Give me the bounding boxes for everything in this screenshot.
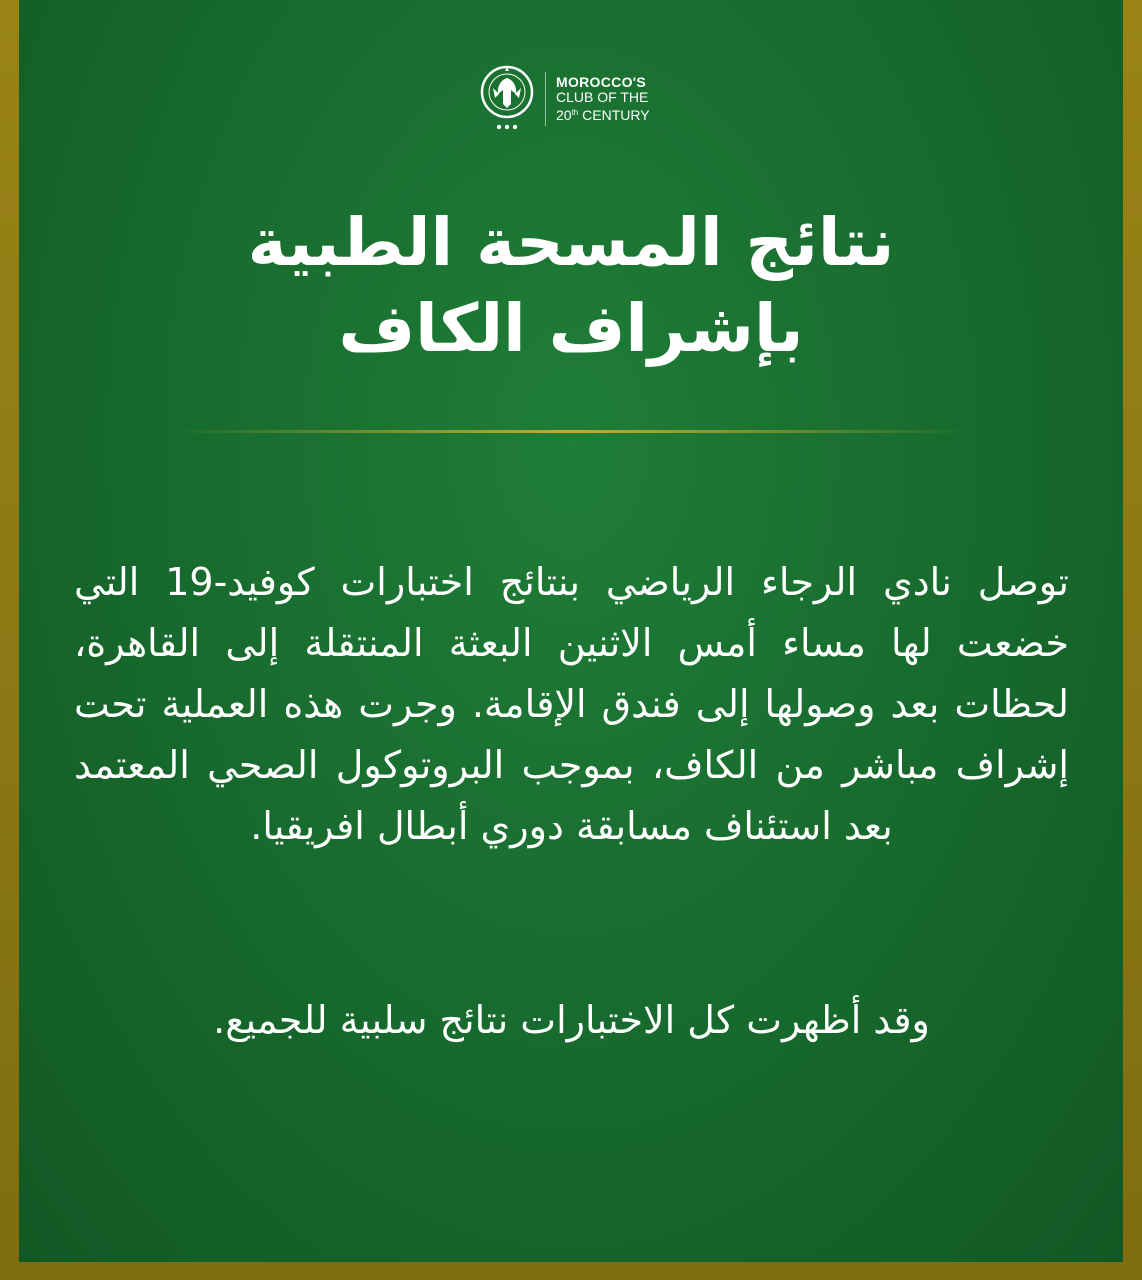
green-panel [19,0,1123,1262]
tagline-line-2: CLUB OF THE [556,89,649,105]
tagline-century-number: 20 [556,107,572,123]
club-tagline [556,75,650,123]
tagline-line-3 [556,105,650,123]
closing-statement: وقد أظهرت كل الاختبارات نتائج سلبية للجميع. [213,998,930,1042]
headline-line-1: نتائج المسحة الطبية [247,204,895,281]
tagline-line-1: MOROCCO'S [556,74,647,90]
tagline-century-word: CENTURY [578,107,650,123]
raja-club-athletic-crest-icon [479,64,535,134]
announcement-paragraph: توصل نادي الرجاء الرياضي بنتائج اختبارات كوفيد-19 التي خضعت لها مساء أمس الاثنين البعثة المنتقلة إلى القاهرة، لحظات بعد وصولها إلى فندق الإقامة. وجرت هذه العملية تحت إشراف مباشر من الكاف، بموجب البروتوكول الصحي المعتمد بعد استئناف مسابقة دوري أبطال افريقيا. [74,560,1069,848]
tagline-ordinal-suffix: th [571,108,579,117]
page-headline [19,200,1123,372]
logo-divider [545,72,546,126]
club-logo [479,64,679,134]
headline-line-2: بإشراف الكاف [338,290,804,367]
gold-separator [169,430,973,433]
